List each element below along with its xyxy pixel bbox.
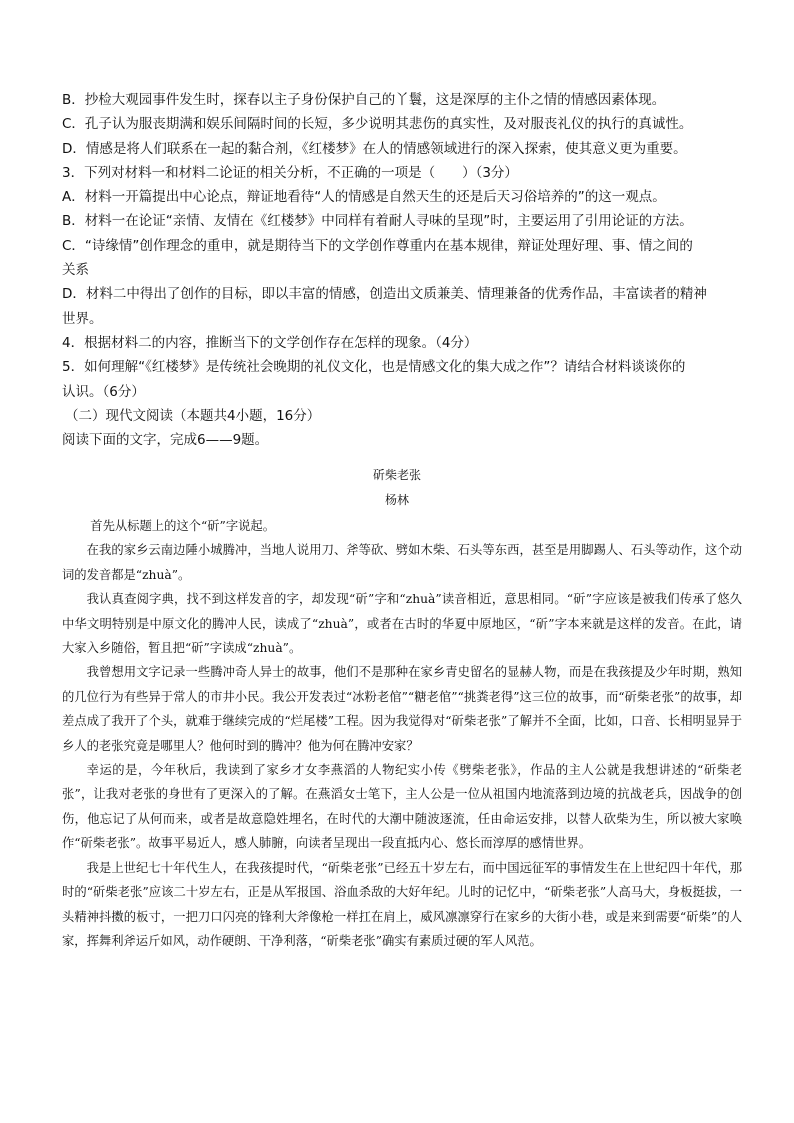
question-3-option-a: A．材料一开篇提出中心论点，辩证地看待“人的情感是自然天生的还是后天习俗培养的”的这一观点。: [62, 189, 666, 206]
article-paragraph: 幸运的是，今年秋后，我读到了家乡才女李燕滔的人物纪实小传《劈柴老张》，作品的主人公就是我想讲述的“斫柴老张”，让我对老张的身世有了更深入的了解。在燕滔女士笔下，主人公是一位从祖国内地流落到边境的抗战老兵，因战争的创伤，他忘记了从何而来，或者是故意隐姓埋名，在时代的大潮中随波逐流，任由命运安排，以替人砍柴为生，所以被大家唤作“斫柴老张”。故事平易近人，感人肺腑，向读者呈现出一段直抵内心、悠长而淳厚的感情世界。: [62, 763, 742, 851]
article-paragraph: 我认真查阅字典，找不到这样发音的字，却发现“斫”字和“zhuà”读音相近，意思相同。“斫”字应该是被我们传承了悠久中华文明特别是中原文化的腾冲人民，读成了“zhuà”，或者在古时的华夏中原地区，“斫”字本来就是这样的发音。在此，请大家入乡随俗，暂且把“斫”字读成“zhuà”。: [62, 592, 742, 656]
question-3-option-c: C．“诗缘情”创作理念的重申，就是期待当下的文学创作尊重内在基本规律，辩证处理好理、事、情之间的: [62, 237, 693, 254]
question-2-option-c: C．孔子认为服丧期满和娱乐间隔时间的长短，多少说明其悲伤的真实性，及对服丧礼仪的执行的真诚性。: [62, 116, 693, 133]
section-header: （二）现代文阅读（本题共4小题，16分）: [65, 407, 321, 424]
article-body: [62, 514, 742, 953]
question-4: 4．根据材料二的内容，推断当下的文学创作存在怎样的现象。（4分）: [62, 334, 478, 351]
question-3-option-d: D．材料二中得出了创作的目标，即以丰富的情感，创造出文质兼美、情理兼备的优秀作品，丰富读者的精神: [62, 286, 707, 303]
article-author: 杨林: [384, 493, 409, 507]
article-paragraph: 我是上世纪七十年代生人，在我孩提时代，“斫柴老张”已经五十岁左右，而中国远征军的事情发生在上世纪四十年代，那时的“斫柴老张”应该二十岁左右，正是从军报国、浴血杀敌的大好年纪。儿时的记忆中，“斫柴老张”人高马大，身板挺拔，一头精神抖擞的板寸，一把刀口闪亮的锋利大斧像枪一样扛在肩上，威风凛凛穿行在家乡的大街小巷，或是来到需要“斫柴”的人家，挥舞利斧运斤如风，动作硬朗、干净利落，“斫柴老张”确实有素质过硬的军人风范。: [62, 860, 742, 948]
question-3-option-c-continued: 关系: [62, 262, 89, 279]
reading-instruction: 阅读下面的文字，完成6——9题。: [62, 432, 269, 449]
question-2-option-b: B．抄检大观园事件发生时，探春以主子身份保护自己的丫鬟，这是深厚的主仆之情的情感因素体现。: [62, 92, 666, 108]
article-paragraph: 首先从标题上的这个“斫”字说起。: [90, 519, 276, 533]
question-5-continued: 认识。（6分）: [62, 383, 145, 400]
question-3-option-b: B．材料一在论证“亲情、友情在《红楼梦》中同样有着耐人寻味的呈现”时，主要运用了引用论证的方法。: [62, 213, 693, 230]
article-paragraph: 我曾想用文字记录一些腾冲奇人异士的故事，他们不是那种在家乡青史留名的显赫人物，而是在我孩提及少年时期，熟知的几位行为有些异于常人的市井小民。我公开发表过“冰粉老倌”“糖老倌”“挑粪老得”这三位的故事，而“斫柴老张”的故事，却差点成了我开了个头，就难于继续完成的“烂尾楼”工程。因为我觉得对“斫柴老张”了解并不全面，比如，口音、长相明显异于乡人的老张究竟是哪里人？他何时到的腾冲？他为何在腾冲安家？: [62, 665, 742, 753]
question-2-option-d: D．情感是将人们联系在一起的黏合剂，《红楼梦》在人的情感领域进行的深入探索，使其意义更为重要。: [62, 140, 687, 157]
question-3-option-d-continued: 世界。: [62, 310, 103, 327]
article-paragraph: 在我的家乡云南边陲小城腾冲，当地人说用刀、斧等砍、劈如木柴、石头等东西，甚至是用脚踢人、石头等动作，这个动词的发音都是“zhuà”。: [62, 543, 742, 582]
question-3-stem: 3．下列对材料一和材料二论证的相关分析，不正确的一项是（ ）（3分）: [62, 164, 518, 181]
questions-section: [62, 88, 742, 452]
article-title: 斫柴老张: [372, 468, 421, 482]
question-5: 5．如何理解“《红楼梦》是传统社会晚期的礼仪文化，也是情感文化的集大成之作”？请结合材料谈谈你的: [62, 359, 686, 376]
